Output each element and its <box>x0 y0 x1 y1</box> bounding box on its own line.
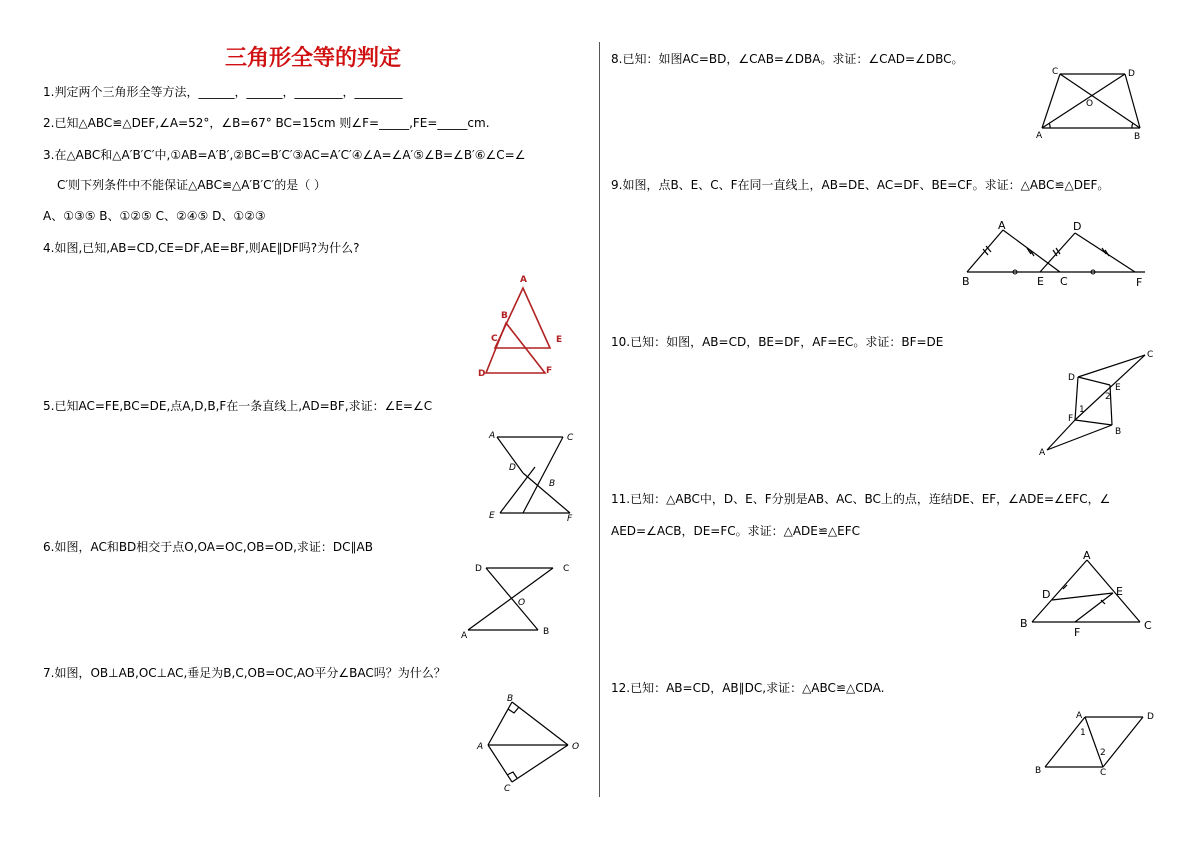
fig12-num-1: 1 <box>1080 728 1086 738</box>
fig8-label-o: O <box>1086 99 1094 109</box>
question-3-options: A、①③⑤ B、①②⑤ C、②④⑤ D、①②③ <box>43 209 266 223</box>
fig6-label-d: D <box>475 564 482 574</box>
fig10-label-b: B <box>1115 427 1122 437</box>
page-title: 三角形全等的判定 <box>225 46 402 71</box>
fig6-label-c: C <box>563 564 570 574</box>
question-3-line-2: C′则下列条件中不能保证△ABC≌△A′B′C′的是（ ） <box>57 178 327 192</box>
figure-6-diagram <box>458 558 578 643</box>
fig11-label-f: F <box>1074 626 1081 639</box>
fig10-num-2: 2 <box>1105 392 1111 402</box>
figure-12-diagram <box>1028 705 1158 780</box>
fig10-label-e: E <box>1115 383 1121 393</box>
fig9-label-c: C <box>1060 275 1068 288</box>
fig4-label-e: E <box>556 335 563 345</box>
fig5-label-a: A <box>489 431 496 441</box>
question-7: 7.如图，OB⊥AB,OC⊥AC,垂足为B,C,OB=OC,AO平分∠BAC吗？为什么？ <box>43 666 446 680</box>
fig7-label-c: C <box>504 784 511 794</box>
fig10-label-c: C <box>1147 350 1154 360</box>
fig11-label-e: E <box>1116 585 1123 598</box>
fig11-label-b: B <box>1020 617 1028 630</box>
question-1: 1.判定两个三角形全等方法，______，______，________，________ <box>43 85 403 99</box>
question-5: 5.已知AC=FE,BC=DE,点A,D,B,F在一条直线上,AD=BF,求证：∠E=∠C <box>43 399 433 413</box>
figure-10-diagram <box>1035 345 1160 460</box>
figure-5-diagram <box>485 425 585 525</box>
question-11-line-2: AED=∠ACB，DE=FC。求证：△ADE≌△EFC <box>611 524 861 538</box>
fig8-label-c: C <box>1052 67 1059 77</box>
fig4-label-f: F <box>546 366 553 376</box>
fig9-label-b: B <box>962 275 970 288</box>
fig9-label-f: F <box>1136 276 1143 289</box>
fig12-label-d: D <box>1147 712 1154 722</box>
question-8: 8.已知：如图AC=BD，∠CAB=∠DBA。求证：∠CAD=∠DBC。 <box>611 52 964 66</box>
fig8-label-b: B <box>1134 132 1141 142</box>
question-2: 2.已知△ABC≌△DEF,∠A=52°，∠B=67° BC=15cm 则∠F=_____,FE=_____cm. <box>43 116 490 130</box>
fig9-label-e: E <box>1037 275 1044 288</box>
figure-11-diagram <box>1015 545 1160 640</box>
question-6: 6.如图，AC和BD相交于点O,OA=OC,OB=OD,求证：DC∥AB <box>43 540 373 554</box>
fig11-label-a: A <box>1083 549 1091 562</box>
fig10-label-a: A <box>1039 448 1046 458</box>
figure-9-diagram <box>955 215 1155 293</box>
fig7-label-b: B <box>507 694 514 704</box>
figure-8-diagram <box>1030 62 1150 142</box>
fig9-label-d: D <box>1073 220 1082 233</box>
fig5-label-e: E <box>489 511 495 521</box>
fig12-label-a: A <box>1076 711 1083 721</box>
fig8-label-d: D <box>1128 69 1135 79</box>
fig11-label-c: C <box>1144 619 1152 632</box>
fig11-label-d: D <box>1042 588 1051 601</box>
fig10-label-d: D <box>1068 373 1075 383</box>
question-9: 9.如图，点B、E、C、F在同一直线上，AB=DE、AC=DF、BE=CF。求证：△ABC≌△DEF。 <box>611 178 1110 192</box>
fig5-label-d: D <box>509 463 516 473</box>
fig6-label-o: O <box>518 598 526 608</box>
question-3-line-1: 3.在△ABC和△A′B′C′中,①AB=A′B′,②BC=B′C′③AC=A′C′④∠A=∠A′⑤∠B=∠B′⑥∠C=∠ <box>43 148 526 162</box>
question-11-line-1: 11.已知：△ABC中，D、E、F分别是AB、AC、BC上的点，连结DE、EF，∠ADE=∠EFC，∠ <box>611 492 1111 506</box>
question-4: 4.如图,已知,AB=CD,CE=DF,AE=BF,则AE∥DF吗?为什么? <box>43 241 360 255</box>
fig12-label-b: B <box>1035 766 1042 776</box>
fig9-label-a: A <box>998 219 1006 232</box>
fig6-label-b: B <box>543 627 550 637</box>
fig4-label-c: C <box>491 334 498 344</box>
fig5-label-b: B <box>549 479 556 489</box>
fig7-label-a: A <box>477 742 484 752</box>
column-divider <box>599 42 600 797</box>
fig10-num-1: 1 <box>1079 405 1085 415</box>
fig4-label-a: A <box>520 275 527 285</box>
fig4-label-b: B <box>501 311 508 321</box>
fig4-label-d: D <box>478 369 486 379</box>
fig6-label-a: A <box>461 631 468 641</box>
question-12: 12.已知：AB=CD，AB∥DC,求证：△ABC≌△CDA. <box>611 681 885 695</box>
fig12-num-2: 2 <box>1100 748 1106 758</box>
figure-4-diagram <box>470 268 580 383</box>
fig10-label-f: F <box>1068 414 1074 424</box>
fig7-label-o: O <box>572 742 580 752</box>
fig12-label-c: C <box>1100 768 1107 778</box>
fig5-label-f: F <box>567 514 573 524</box>
question-10: 10.已知：如图，AB=CD，BE=DF，AF=EC。求证：BF=DE <box>611 335 944 349</box>
figure-7-diagram <box>470 690 585 795</box>
fig5-label-c: C <box>567 433 574 443</box>
fig8-label-a: A <box>1036 131 1043 141</box>
